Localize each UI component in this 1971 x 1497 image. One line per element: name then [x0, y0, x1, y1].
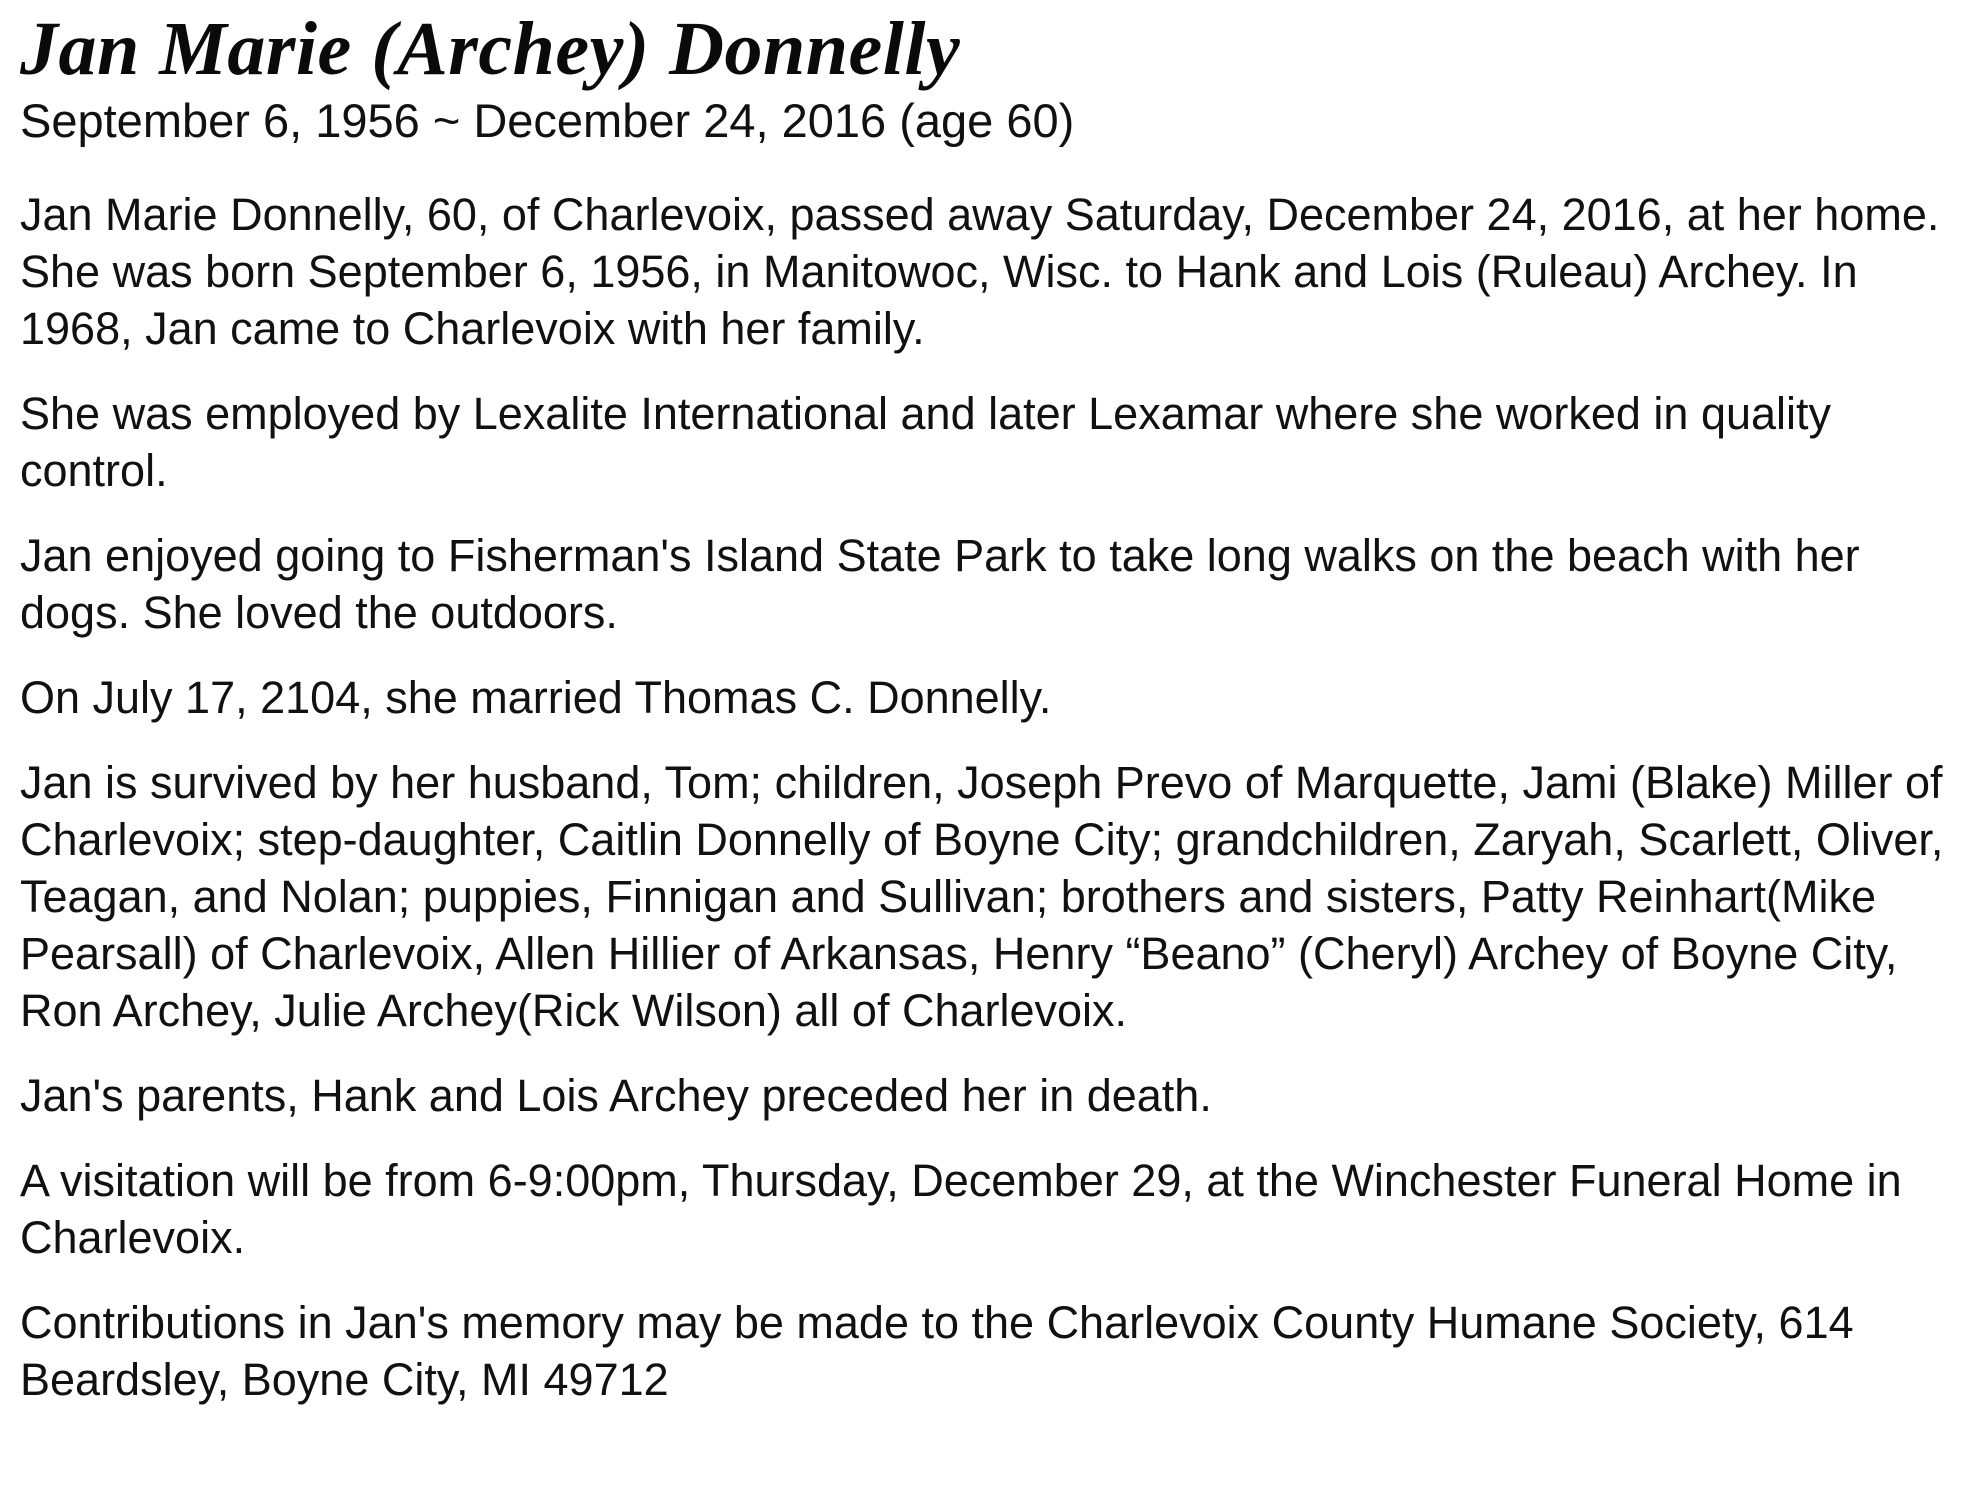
obituary-dates: September 6, 1956 ~ December 24, 2016 (age 60): [20, 94, 1075, 147]
paragraph-survivors: Jan is survived by her husband, Tom; children, Joseph Prevo of Marquette, Jami (Blake) Miller of Charlevoix; step-daughter, Caitlin Donnelly of Boyne City; grandchildren, Zaryah, Scarlett, Oliver, Teagan, and Nolan; puppies, Finnigan and Sullivan; brothers and sisters, Patty Reinhart(Mike Pearsall) of Charlevoix, Allen Hillier of Arkansas, Henry “Beano” (Cheryl) Archey of Boyne City, Ron Archey, Julie Archey(Rick Wilson) all of Charlevoix.: [20, 757, 1944, 1036]
paragraph-hobbies: Jan enjoyed going to Fisherman's Island State Park to take long walks on the beach with her dogs. She loved the outdoors.: [20, 530, 1860, 638]
paragraph-preceded: Jan's parents, Hank and Lois Archey preceded her in death.: [20, 1070, 1212, 1121]
obituary-name: Jan Marie (Archey) Donnelly: [20, 7, 961, 91]
paragraph-contributions: Contributions in Jan's memory may be made to the Charlevoix County Humane Society, 614 Beardsley, Boyne City, MI 49712: [20, 1297, 1854, 1405]
paragraph-employment: She was employed by Lexalite International and later Lexamar where she worked in quality control.: [20, 388, 1832, 496]
paragraph-marriage: On July 17, 2104, she married Thomas C. Donnelly.: [20, 672, 1052, 723]
paragraph-visitation: A visitation will be from 6-9:00pm, Thursday, December 29, at the Winchester Funeral Home in Charlevoix.: [20, 1155, 1902, 1263]
obituary-document: [20, 6, 1960, 1436]
paragraph-biography: Jan Marie Donnelly, 60, of Charlevoix, passed away Saturday, December 24, 2016, at her home. She was born September 6, 1956, in Manitowoc, Wisc. to Hank and Lois (Ruleau) Archey. In 1968, Jan came to Charlevoix with her family.: [20, 189, 1940, 354]
